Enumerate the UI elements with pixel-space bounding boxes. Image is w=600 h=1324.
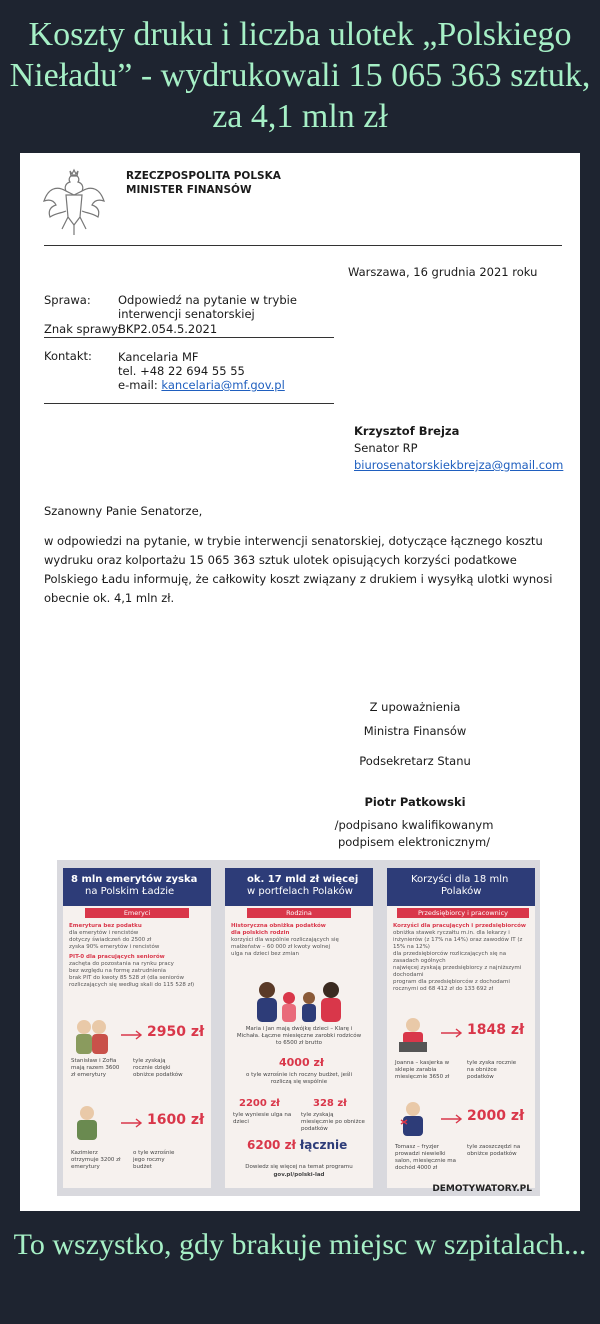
kontakt-email-line [118, 378, 285, 392]
meme-caption: To wszystko, gdy brakuje miejsc w szpitalach... [13, 1228, 587, 1261]
panel-2-note-2: tyle wyniesie ulga na dzieci [233, 1112, 292, 1125]
sprawa-rule [44, 337, 334, 338]
panel-3-line-4: program dla przedsiębiorców z dochodami rocznymi od 68 412 zł do 133 692 zł [393, 979, 510, 992]
panel-1-line-1: dla emerytów i rencistów [69, 930, 139, 936]
seniors-couple-illustration-icon [71, 1018, 113, 1054]
sign-line-2: Ministra Finansów [363, 724, 467, 738]
panel-2-head-1: ok. 17 mld zł więcej [247, 874, 359, 885]
panel-2-note-1: o tyle wzrośnie ich roczny budżet, jeśli rozliczą się wspólnie [245, 1072, 352, 1085]
panel-2-band: Rodzina [247, 908, 351, 918]
panel-1-person-1: Stanisław i Zofia mają razem 3600 zł emerytury [71, 1058, 120, 1078]
panel-2-sub: Historyczna obniżka podatków dla polskich rodzin [231, 923, 326, 936]
letter-body: w odpowiedzi na pytanie, w trybie interwencji senatorskiej, dotyczące łącznego kosztu wydruku oraz kolportażu 15 065 363 sztuk ulotek opisujących korzyści podatkowe Polskiego Ładu informuję, że całkowity koszt związany z drukiem i wysyłką ulotki wynosi obecnie ok. 4,1 mln zł. [44, 534, 553, 605]
arrow-right-icon [441, 1028, 465, 1038]
leaflet-panel-workers [387, 868, 535, 1188]
recipient-name: Krzysztof Brejza [354, 424, 460, 438]
kontakt-block [118, 350, 285, 392]
greeting: Szanowny Panie Senatorze, [44, 504, 203, 518]
panel-2-more: Dowiedz się więcej na temat programu [245, 1164, 353, 1170]
panel-2-header [225, 868, 373, 906]
panel-2-total-label: łącznie [299, 1138, 348, 1152]
arrow-right-icon [121, 1030, 145, 1040]
leaflet-panel-seniors [63, 868, 211, 1188]
kontakt-email-link[interactable]: kancelaria@mf.gov.pl [161, 378, 285, 392]
panel-1-person-2: Kazimierz otrzymuje 3200 zł emerytury [71, 1150, 121, 1170]
panel-1-line-6: brak PIT do kwoty 85 528 zł (dla seniorów rozliczających się według skali do 115 528 zł) [69, 975, 195, 988]
sprawa-value: Odpowiedź na pytanie w trybie interwencji senatorskiej [118, 293, 297, 321]
kontakt-label: Kontakt: [44, 349, 92, 363]
header-rule [44, 245, 562, 246]
sprawa-label: Sprawa: [44, 293, 91, 307]
sign-line-1: Z upoważnienia [369, 700, 461, 714]
panel-3-person-1: Joanna – kasjerka w sklepie zarabia miesięcznie 3650 zł [395, 1060, 450, 1080]
leaflet-panel-family [225, 868, 373, 1188]
panel-1-line-3: zyska 90% emerytów i rencistów [69, 944, 160, 950]
recipient-title: Senator RP [354, 441, 418, 455]
watermark: DEMOTYWATORY.PL [432, 1184, 532, 1194]
kontakt-email-prefix: e-mail: [118, 378, 162, 392]
signer-name: Piotr Patkowski [364, 795, 466, 809]
recipient-block [354, 423, 563, 474]
signed-note: /podpisano kwalifikowanym podpisem elektronicznym/ [334, 818, 494, 849]
panel-1-amount-2: 1600 zł [147, 1112, 205, 1128]
panel-3-header [387, 868, 535, 906]
panel-3-head-1: Korzyści dla 18 mln [411, 874, 509, 885]
family-illustration-icon [249, 980, 349, 1022]
ministry-line-1: RZECZPOSPOLITA POLSKA [126, 170, 281, 182]
panel-3-note-2: tyle zaoszczędzi na obniżce podatków [467, 1144, 521, 1157]
panel-3-line-3: najwięcej zyskają przedsiębiorcy z najniższymi dochodami [393, 965, 522, 978]
kontakt-line-2: tel. +48 22 694 55 55 [118, 364, 245, 378]
panel-1-head-2: na Polskim Ładzie [85, 886, 175, 897]
panel-2-total [247, 1138, 347, 1152]
panel-3-amount-1: 1848 zł [467, 1022, 525, 1038]
panel-2-line-2: ulga na dzieci bez zmian [231, 951, 299, 957]
meme-title: Koszty druku i liczba ulotek „Polskiego Nieładu” - wydrukowali 15 065 363 sztuk, za 4,1 mln zł [9, 16, 591, 135]
kontakt-line-1: Kancelaria MF [118, 350, 199, 364]
panel-3-band: Przedsiębiorcy i pracownicy [397, 908, 529, 918]
leaflet-photo [57, 860, 540, 1196]
panel-3-sub: Korzyści dla pracujących i przedsiębiorców [393, 923, 526, 929]
senior-man-illustration-icon [73, 1104, 101, 1140]
panel-1-sub: Emerytura bez podatku [69, 923, 142, 929]
polish-eagle-emblem-icon [40, 167, 108, 239]
panel-2-url: gov.pl/polski-lad [273, 1172, 325, 1178]
panel-1-line-4: zachęta do pozostania na rynku pracy [69, 961, 174, 967]
cashier-illustration-icon [399, 1016, 427, 1052]
panel-3-head-2: Polaków [441, 886, 482, 897]
panel-2-note-3: tyle zyskają miesięcznie po obniżce podatków [301, 1112, 365, 1132]
panel-1-band: Emeryci [85, 908, 189, 918]
panel-1-line-5: bez względu na formę zatrudnienia [69, 968, 167, 974]
panel-3-line-1: obniżka stawek ryczałtu m.in. dla lekarzy i inżynierów (z 17% na 14%) oraz zawodów IT (z 15% na 12%) [393, 930, 523, 950]
panel-1-amount-1: 2950 zł [147, 1024, 205, 1040]
panel-2-total-amount: 6200 zł [247, 1138, 297, 1152]
ministry-line-2: MINISTER FINANSÓW [126, 184, 252, 196]
panel-1-head-1: 8 mln emerytów zyska [71, 874, 198, 885]
panel-1-note-1: tyle zyskają rocznie dzięki obniżce podatków [133, 1058, 183, 1078]
panel-1-sub-2: PIT-0 dla pracujących seniorów [69, 954, 165, 960]
arrow-right-icon [441, 1114, 465, 1124]
panel-3-line-2: dla przedsiębiorców rozliczających się na zasadach ogólnych [393, 951, 507, 964]
recipient-email-link[interactable]: biurosenatorskiekbrejza@gmail.com [354, 458, 564, 472]
sign-line-3: Podsekretarz Stanu [359, 754, 471, 768]
letter-date: Warszawa, 16 grudnia 2021 roku [348, 265, 538, 279]
ministry-header [126, 169, 281, 197]
znak-label: Znak sprawy: [44, 322, 121, 336]
panel-1-line-2: dotyczy świadczeń do 2500 zł [69, 937, 152, 943]
panel-1-header [63, 868, 211, 906]
letter-document [20, 153, 580, 1211]
panel-2-amount-2: 2200 zł [239, 1098, 280, 1109]
panel-3-note-1: tyle zyska rocznie na obniżce podatków [467, 1060, 517, 1080]
panel-2-amount-3: 328 zł [313, 1098, 347, 1109]
panel-2-amount-1: 4000 zł [279, 1056, 324, 1069]
znak-value: BKP2.054.5.2021 [118, 322, 218, 336]
panel-2-line-1: korzyści dla wspólnie rozliczających się małżeństw – 60 000 zł kwoty wolnej [231, 937, 339, 950]
panel-2-family: Maria i Jan mają dwójkę dzieci – Klarę i Michała. Łączne miesięczne zarobki rodziców to 6500 zł brutto [236, 1026, 362, 1046]
barber-illustration-icon [399, 1100, 427, 1136]
panel-3-person-2: Tomasz – fryzjer prowadzi niewielki salon, miesięcznie ma dochód 4000 zł [395, 1144, 456, 1171]
panel-1-note-2: o tyle wzrośnie jego roczny budżet [133, 1150, 175, 1170]
panel-3-amount-2: 2000 zł [467, 1108, 525, 1124]
arrow-right-icon [121, 1118, 145, 1128]
kontakt-rule [44, 403, 334, 404]
panel-2-head-2: w portfelach Polaków [247, 886, 353, 897]
